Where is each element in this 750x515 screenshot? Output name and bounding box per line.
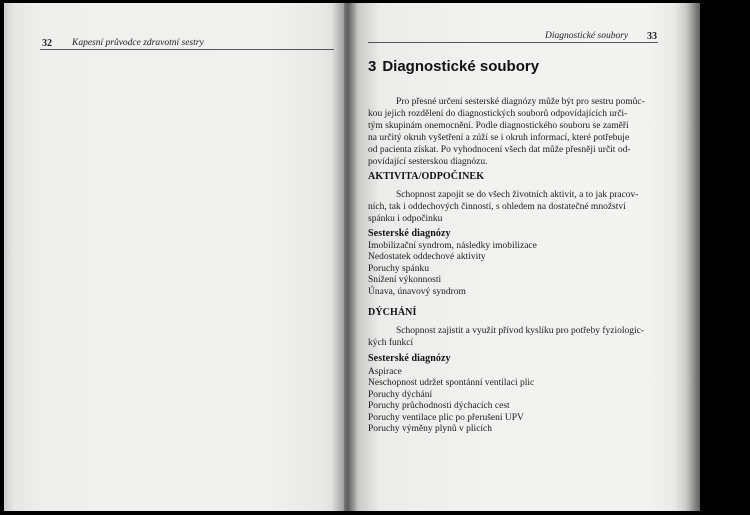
description-line: Schopnost zapojit se do všech životních aktivit, a to jak pracov- [396,190,639,200]
left-page-number: 32 [42,38,52,49]
page-edge-shadow [684,0,746,515]
right-header-rule [368,42,658,43]
subheading-aktivita: Sesterské diagnózy [368,228,451,239]
intro-line: na určitý okruh vyšetření a zúží se i okruh informací, které potřebuje [368,133,630,143]
intro-line: Pro přesné určení sesterské diagnózy může být pro sestru pomůc- [396,97,645,107]
list-item: Poruchy dýchání [368,389,433,400]
section-description-aktivita [368,189,638,225]
chapter-number: 3 [368,58,377,75]
list-item: Poruchy výměny plynů v plicích [368,424,493,435]
intro-line: od pacienta získat. Po vyhodnocení všech dat může přesněji určit od- [368,145,631,155]
subheading-dychani: Sesterské diagnózy [368,353,451,364]
list-item: Nedostatek oddechové aktivity [368,252,486,263]
left-running-head: Kapesní průvodce zdravotní sestry [72,38,204,48]
diagnosis-list-aktivita [368,241,537,298]
chapter-title-text: Diagnostické soubory [382,58,540,75]
intro-line: tým skupinám onemocnění. Podle diagnostického souboru se zaměří [368,121,629,131]
diagnosis-list-dychani [368,367,534,435]
intro-line: povídající sesterskou diagnózu. [368,157,488,167]
description-line: ních, tak i oddechových činností, s ohledem na dostatečné množství [368,202,626,212]
left-page [4,3,344,511]
intro-paragraph [368,96,645,168]
intro-line: kou jejich rozdělení do diagnostických souborů odpovídajících urči- [368,109,628,119]
right-page-number: 33 [647,31,657,42]
list-item: Imobilizační syndrom, následky imobilizace [368,241,537,251]
section-description-dychani [368,325,644,349]
list-item: Únava, únavový syndrom [368,286,466,297]
list-item: Poruchy spánku [368,263,429,274]
description-line: Schopnost zajistit a využít přívod kyslíku pro potřeby fyziologic- [396,326,645,336]
list-item: Aspirace [368,367,402,377]
list-item: Neschopnost udržet spontánní ventilaci plic [368,378,535,389]
left-header-rule [40,49,334,50]
right-running-head: Diagnostické soubory [545,31,629,41]
list-item: Poruchy ventilace plic po přerušení UPV [368,412,524,423]
chapter-title [368,58,539,75]
description-line: spánku i odpočinku [368,214,443,224]
section-heading-aktivita: AKTIVITA/ODPOČINEK [368,171,485,182]
book-gutter [332,3,358,511]
list-item: Snížení výkonnosti [368,275,442,286]
section-heading-dychani: DÝCHÁNÍ [368,307,417,318]
list-item: Poruchy průchodnosti dýchacích cest [368,401,510,412]
description-line: kých funkcí [368,338,414,348]
